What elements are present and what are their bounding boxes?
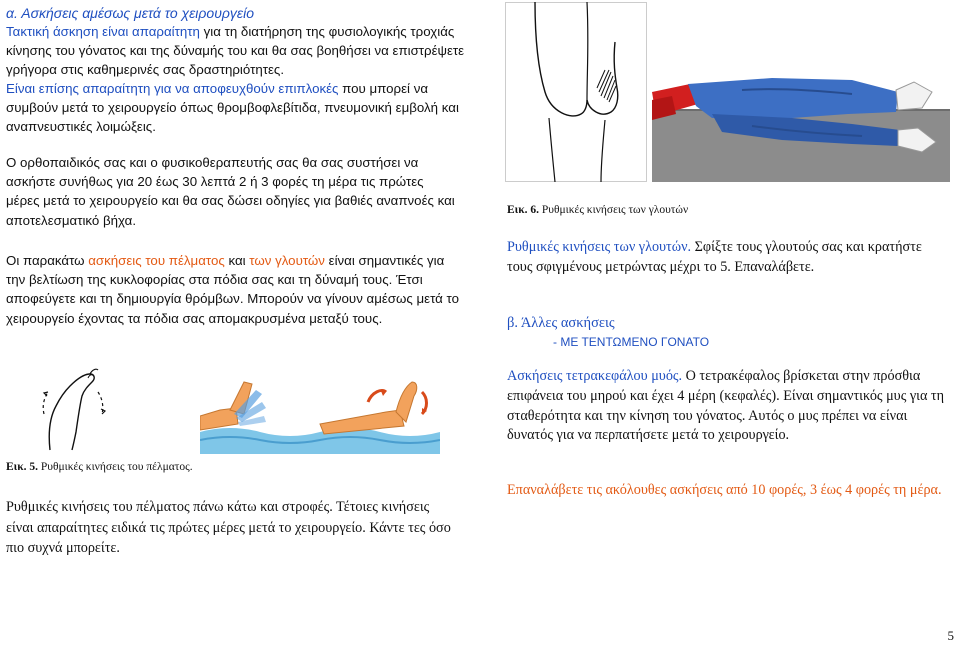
- section-b-subtitle: - ΜΕ ΤΕΝΤΩΜΕΝΟ ΓΟΝΑΤΟ: [553, 335, 710, 349]
- quad-rest: Ο τετρακέφαλος βρίσκεται στην πρόσθια επιφάνεια του μηρού και έχει 4 μέρη (κεφαλές). Είναι σημαντικός μυς για τη σταθερότητα και την κίνηση του γόνατος. Αυτός ο μυς πρέπει να είναι δυνατός για να περπατήσετε μετά το χειρουργείο.: [507, 368, 945, 444]
- fig6-desc-highlight: Ρυθμικές κινήσεις των γλουτών.: [507, 239, 692, 255]
- quad-highlight: Ασκήσεις τετρακεφάλου μυός.: [507, 368, 683, 384]
- foot-sketch-image: [32, 362, 122, 452]
- section-b-title: β. Άλλες ασκήσεις: [507, 315, 615, 331]
- ankle-text-2: και: [224, 253, 250, 268]
- section-a-title: α. Ασκήσεις αμέσως μετά το χειρουργείο: [6, 5, 254, 21]
- para1-highlight: Τακτική άσκηση είναι απαραίτητη: [6, 24, 200, 39]
- physio-paragraph: Ο ορθοπαιδικός σας και ο φυσικοθεραπευτής σας θα σας συστήσει να ασκήστε συνήθως για 20 έως 30 λεπτά 2 ή 3 φορές τη μέρα τις πρώτες μέρες μετά το χειρουργείο και θα σας δώσει οδηγίες για βαθιές αναπνοές και αποτελεσματικό βήχα.: [6, 155, 455, 228]
- ankle-highlight-2: των γλουτών: [249, 253, 325, 268]
- fig5-text: Ρυθμικές κινήσεις του πέλματος.: [38, 461, 193, 473]
- para2-rest: που μπορεί να συμβούν μετά το χειρουργείο όπως θρομβοφλεβίτιδα, πνευμονική εμβολή και αναπνευστικές λοιμώξεις.: [6, 81, 459, 134]
- section-a: [6, 4, 468, 136]
- fig6-description: [507, 237, 947, 277]
- para1-rest: για τη διατήρηση της φυσιολογικής τροχιάς κίνησης του γόνατος και της δύναμής του και θα σας βοηθήσει να επιστρέψετε γρήγορα στις καθημερινές σας δραστηριότητες.: [6, 24, 465, 77]
- glute-exercise-image: [652, 70, 950, 182]
- ankle-glute-paragraph: [6, 251, 466, 328]
- fig5-caption: [6, 460, 193, 475]
- section-a-para1: [6, 22, 468, 79]
- fig6-desc-rest: Σφίξτε τους γλουτούς σας και κρατήστε τους σφιγμένους μετρώντας μέχρι το 5. Επαναλάβετε.: [507, 239, 922, 275]
- para2-highlight: Είναι επίσης απαραίτητη για να αποφευχθούν επιπλοκές: [6, 81, 339, 96]
- page-number: 5: [947, 628, 954, 643]
- fig6-caption: [507, 203, 688, 218]
- glute-sketch-image: [505, 2, 647, 182]
- ankle-exercise-image: [200, 362, 440, 454]
- ankle-text-3: είναι σημαντικές για την βελτίωση της κυκλοφορίας στα πόδια σας και τη δύναμή τους. Έτσι αποφεύγετε και τη δημιουργία θρόμβων. Μπορούν να γίνουν αμέσως μετά το χειρουργείο έχοντας τα πόδια σας απομακρυσμένα μεταξύ τους.: [6, 253, 459, 326]
- ankle-highlight-1: ασκήσεις του πέλματος: [88, 253, 225, 268]
- ankle-text-1: Οι παρακάτω: [6, 253, 89, 268]
- section-a-para2: [6, 79, 468, 136]
- fig5-description: Ρυθμικές κινήσεις του πέλματος πάνω κάτω και στροφές. Τέτοιες κινήσεις είναι απαραίτητες ειδικά τις πρώτες μέρες μετά το χειρουργείο. Κάντε τες όσο πιο συχνά μπορείτε.: [6, 499, 451, 556]
- fig6-text: Ρυθμικές κινήσεις των γλουτών: [539, 204, 689, 216]
- quad-paragraph: [507, 367, 947, 446]
- fig5-label: Εικ. 5.: [6, 461, 38, 473]
- repeat-instruction: Επαναλάβετε τις ακόλουθες ασκήσεις από 10 φορές, 3 έως 4 φορές τη μέρα.: [507, 482, 942, 498]
- fig6-label: Εικ. 6.: [507, 204, 539, 216]
